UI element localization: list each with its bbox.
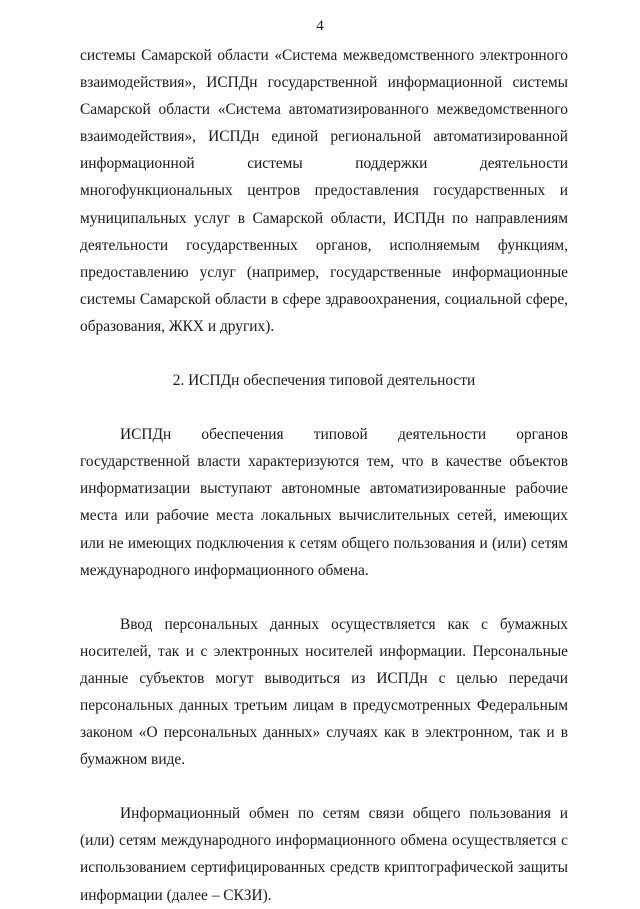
spacer: [80, 584, 568, 611]
document-body: [80, 42, 568, 909]
spacer: [80, 394, 568, 421]
paragraph-continuation: системы Самарской области «Система межведомственного электронного взаимодействия», ИСПДн государственной информационной системы Самарской области «Система автоматизированного межведомственного взаимодействия», ИСПДн единой региональной автоматизированной информационной системы поддержки деятельности многофункциональных центров предоставления государственных и муниципальных услуг в Самарской области, ИСПДн по направлениям деятельности государственных органов, исполняемым функциям, предоставлению услуг (например, государственные информационные системы Самарской области в сфере здравоохранения, социальной сфере, образования, ЖКХ и других).: [80, 47, 568, 335]
page-number: 4: [316, 18, 324, 34]
spacer: [80, 340, 568, 367]
section-heading: 2. ИСПДн обеспечения типовой деятельности: [172, 372, 476, 390]
paragraph-typical-activity: ИСПДн обеспечения типовой деятельности органов государственной власти характеризуются тем, что в качестве объектов информатизации выступают автономные автоматизированные рабочие места или рабочие места локальных вычислительных сетей, имеющих или не имеющих подключения к сетям общего пользования и (или) сетям международного информационного обмена.: [80, 426, 568, 579]
paragraph-information-exchange: Информационный обмен по сетям связи общего пользования и (или) сетям международного информационного обмена осуществляется с использованием сертифицированных средств криптографической защиты информации (далее – СКЗИ).: [80, 805, 568, 904]
paragraph-data-input: Ввод персональных данных осуществляется как с бумажных носителей, так и с электронных носителей информации. Персональные данные субъектов могут выводиться из ИСПДн с целью передачи персональных данных третьим лицам в предусмотренных Федеральным законом «О персональных данных» случаях как в электронном, так и в бумажном виде.: [80, 615, 568, 769]
spacer: [80, 773, 568, 800]
